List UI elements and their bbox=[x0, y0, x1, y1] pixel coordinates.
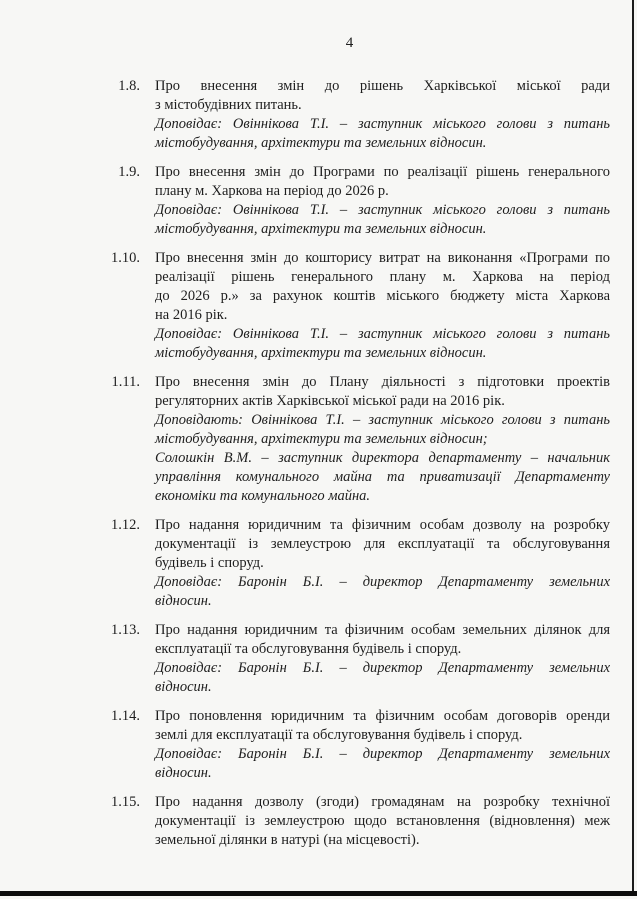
agenda-item-speaker-line: Доповідає: Баронін Б.І. – директор Департаменту земельних bbox=[155, 746, 610, 762]
agenda-item-speaker bbox=[155, 325, 610, 363]
agenda-item-number: 1.11. bbox=[111, 374, 140, 390]
agenda-item-speaker bbox=[155, 745, 610, 783]
agenda-item-title-line: Про внесення змін до Програми по реалізації рішень генерального bbox=[155, 164, 610, 180]
agenda-item-title bbox=[155, 249, 610, 325]
agenda-item-title bbox=[155, 163, 610, 201]
agenda-item-title-line: Про надання дозволу (згоди) громадянам на розробку технічної bbox=[155, 794, 610, 810]
agenda-item-title-line: документації із землеустрою щодо встановлення (відновлення) меж bbox=[155, 813, 610, 829]
agenda-item bbox=[0, 249, 620, 363]
agenda-item-number: 1.9. bbox=[118, 164, 140, 180]
agenda-item-title-line: Про внесення змін до Плану діяльності з підготовки проектів bbox=[155, 374, 610, 390]
agenda-item-title bbox=[155, 77, 610, 115]
agenda-item-speaker bbox=[155, 659, 610, 697]
agenda-item-speaker bbox=[155, 573, 610, 611]
agenda-item-body bbox=[155, 249, 610, 363]
agenda-item-title-line: документації із землеустрою для експлуатації та обслуговування bbox=[155, 536, 610, 552]
agenda-item bbox=[0, 516, 620, 611]
agenda-item-speaker bbox=[155, 411, 610, 449]
agenda-item-title-line: регуляторних актів Харківської міської ради на 2016 рік. bbox=[155, 393, 505, 409]
agenda-item-body bbox=[155, 621, 610, 697]
agenda-item-title-line: будівель і споруд. bbox=[155, 555, 264, 571]
agenda-item-speaker-line: відносин. bbox=[155, 765, 212, 781]
agenda-item-title bbox=[155, 707, 610, 745]
agenda-item-title-line: плану м. Харкова на період до 2026 р. bbox=[155, 183, 389, 199]
agenda-item-speaker bbox=[155, 201, 610, 239]
agenda-item-speaker-line: містобудування, архітектури та земельних відносин. bbox=[155, 221, 487, 237]
agenda-item-speaker-line: Доповідають: Овіннікова Т.І. – заступник міського голови з питань bbox=[155, 412, 610, 428]
agenda-item-speaker-line: Доповідає: Овіннікова Т.І. – заступник міського голови з питань bbox=[155, 202, 610, 218]
agenda-item-number: 1.10. bbox=[111, 250, 140, 266]
agenda-item-body bbox=[155, 707, 610, 783]
agenda-item-body bbox=[155, 793, 610, 850]
agenda-item-title-line: на 2016 рік. bbox=[155, 307, 228, 323]
agenda-item bbox=[0, 621, 620, 697]
agenda-item-body bbox=[155, 373, 610, 506]
agenda-item-title bbox=[155, 621, 610, 659]
agenda-item-title bbox=[155, 793, 610, 850]
agenda-item-title-line: земельної ділянки в натурі (на місцевості). bbox=[155, 832, 420, 848]
agenda-item-body bbox=[155, 516, 610, 611]
agenda-item-body bbox=[155, 163, 610, 239]
agenda-item-speaker bbox=[155, 115, 610, 153]
agenda-item-title bbox=[155, 516, 610, 573]
agenda-item-title-line: експлуатації та обслуговування будівель і споруд. bbox=[155, 641, 462, 657]
scan-edge-right bbox=[632, 0, 634, 895]
agenda-item bbox=[0, 707, 620, 783]
agenda-item-speaker-line: Солошкін В.М. – заступник директора департаменту – начальник bbox=[155, 450, 610, 466]
agenda-item-speaker bbox=[155, 449, 610, 506]
agenda-item-title-line: Про поновлення юридичним та фізичним особам договорів оренди bbox=[155, 708, 610, 724]
agenda-item-speaker-line: відносин. bbox=[155, 679, 212, 695]
agenda-item-speaker-line: Доповідає: Овіннікова Т.І. – заступник міського голови з питань bbox=[155, 116, 610, 132]
agenda-item-title-line: Про внесення змін до кошторису витрат на виконання «Програми по bbox=[155, 250, 610, 266]
agenda-item-number: 1.8. bbox=[118, 78, 140, 94]
agenda-item bbox=[0, 793, 620, 850]
agenda-item-speaker-line: Доповідає: Баронін Б.І. – директор Департаменту земельних bbox=[155, 574, 610, 590]
agenda-item-number: 1.14. bbox=[111, 708, 140, 724]
agenda-item-number: 1.15. bbox=[111, 794, 140, 810]
agenda-item-title bbox=[155, 373, 610, 411]
agenda-item-speaker-line: містобудування, архітектури та земельних відносин. bbox=[155, 135, 487, 151]
agenda-item bbox=[0, 77, 620, 153]
agenda-items bbox=[0, 77, 620, 860]
agenda-item-speaker-line: Доповідає: Овіннікова Т.І. – заступник міського голови з питань bbox=[155, 326, 610, 342]
agenda-item-speaker-line: містобудування, архітектури та земельних відносин; bbox=[155, 431, 488, 447]
agenda-item-speaker-line: Доповідає: Баронін Б.І. – директор Департаменту земельних bbox=[155, 660, 610, 676]
scan-edge-bottom bbox=[0, 891, 637, 896]
agenda-item bbox=[0, 373, 620, 506]
agenda-item-title-line: до 2026 р.» за рахунок коштів міського бюджету міста Харкова bbox=[155, 288, 610, 304]
agenda-item-body bbox=[155, 77, 610, 153]
agenda-item-title-line: Про надання юридичним та фізичним особам земельних ділянок для bbox=[155, 622, 610, 638]
agenda-item-speaker-line: містобудування, архітектури та земельних відносин. bbox=[155, 345, 487, 361]
agenda-item-number: 1.13. bbox=[111, 622, 140, 638]
agenda-item-number: 1.12. bbox=[111, 517, 140, 533]
agenda-item bbox=[0, 163, 620, 239]
agenda-item-title-line: Про надання юридичним та фізичним особам дозволу на розробку bbox=[155, 517, 610, 533]
agenda-item-speaker-line: управління комунального майна та приватизації Департаменту bbox=[155, 469, 610, 485]
agenda-item-speaker-line: відносин. bbox=[155, 593, 212, 609]
agenda-item-title-line: з містобудівних питань. bbox=[155, 97, 302, 113]
agenda-item-title-line: реалізації рішень генерального плану м. Харкова на період bbox=[155, 269, 610, 285]
agenda-item-speaker-line: економіки та комунального майна. bbox=[155, 488, 371, 504]
agenda-item-title-line: землі для експлуатації та обслуговування будівель і споруд. bbox=[155, 727, 523, 743]
page-number: 4 bbox=[345, 35, 354, 51]
agenda-item-title-line: Про внесення змін до рішень Харківської міської ради bbox=[155, 78, 610, 94]
